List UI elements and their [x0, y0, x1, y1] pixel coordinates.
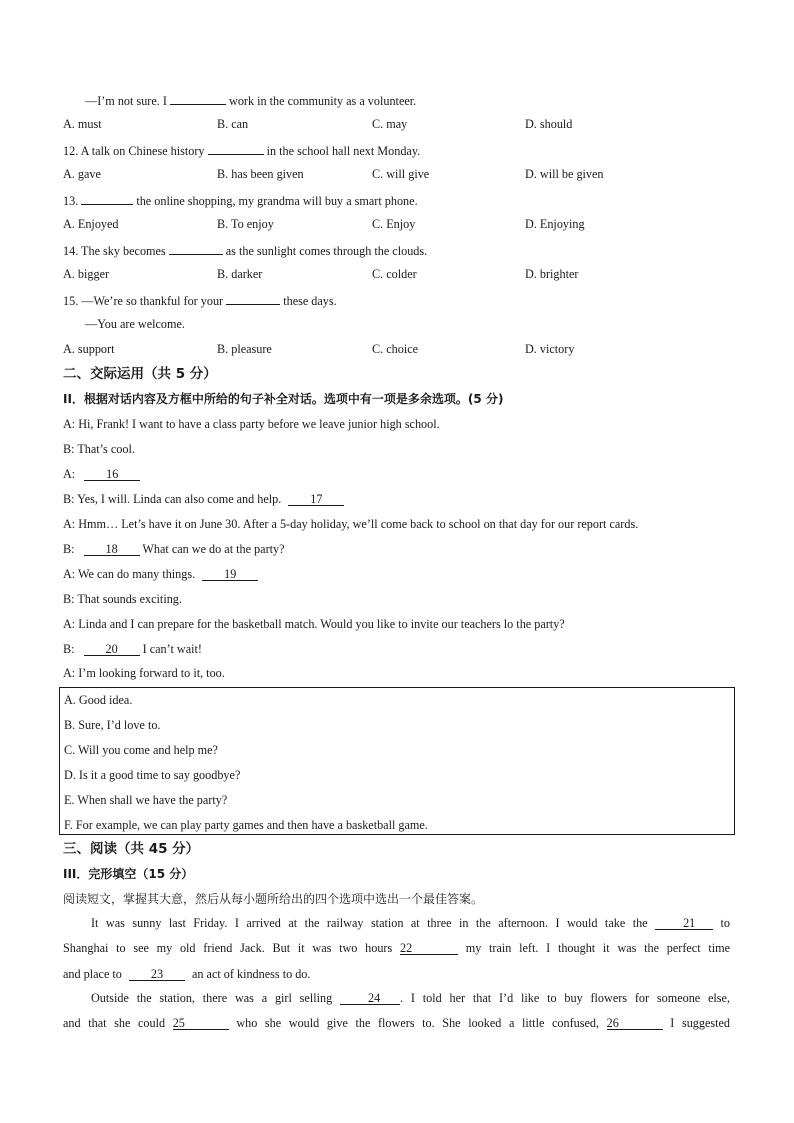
answer-blank[interactable] — [208, 141, 264, 155]
answer-blank-23[interactable]: 23 — [129, 967, 185, 981]
option-b[interactable]: B. To enjoy — [217, 217, 274, 231]
dialogue-line: A: Hmm… Let’s have it on June 30. After a 5-day holiday, we’ll come back to school on that day for our report cards. — [63, 517, 639, 531]
q15-stem: 15. —We’re so thankful for your these days. — [63, 291, 733, 309]
answer-blank-16[interactable]: 16 — [84, 467, 140, 481]
q11-stem: —I’m not sure. I work in the community as a volunteer. — [85, 91, 755, 109]
q15-reply: —You are welcome. — [85, 317, 185, 331]
dialogue-line: A: We can do many things. 19 — [63, 566, 733, 582]
option-b[interactable]: B. can — [217, 117, 249, 131]
option-a[interactable]: A. support — [63, 342, 115, 356]
answer-blank-22[interactable]: 22 — [400, 941, 458, 955]
dialogue-line: B: That sounds exciting. — [63, 592, 182, 606]
passage-line: and that she could 25 who she would give the flowers to. She looked a little confused, 26 I suggested — [63, 1016, 731, 1030]
answer-blank-21[interactable]: 21 — [655, 916, 713, 930]
option-c[interactable]: C. will give — [372, 167, 430, 181]
dialogue-line: A: Linda and I can prepare for the basketball match. Would you like to invite our teachers lo the party? — [63, 617, 565, 631]
answer-blank-25[interactable]: 25 — [173, 1016, 229, 1030]
answer-blank-20[interactable]: 20 — [84, 642, 140, 656]
dialogue-line: B: 20 I can’t wait! — [63, 642, 202, 656]
box-option[interactable]: F. For example, we can play party games and then have a basketball game. — [64, 818, 428, 832]
option-b[interactable]: B. pleasure — [217, 342, 272, 356]
q13-options — [0, 216, 794, 232]
passage-line: It was sunny last Friday. I arrived at the railway station at three in the afternoon. I would take the 21 to — [91, 916, 731, 930]
option-d[interactable]: D. should — [525, 117, 573, 131]
box-option[interactable]: D. Is it a good time to say goodbye? — [64, 768, 241, 782]
passage-line: and place to 23 an act of kindness to do. — [63, 967, 311, 981]
box-option[interactable]: E. When shall we have the party? — [64, 793, 228, 807]
option-a[interactable]: A. Enjoyed — [63, 217, 119, 231]
option-a[interactable]: A. gave — [63, 167, 101, 181]
section-title: 三、阅读（共 45 分） — [63, 841, 200, 857]
option-a[interactable]: A. must — [63, 117, 102, 131]
box-option[interactable]: A. Good idea. — [64, 693, 133, 707]
answer-blank-24[interactable]: 24 — [340, 991, 400, 1005]
q11-options — [0, 116, 794, 132]
section-title: 二、交际运用（共 5 分） — [63, 366, 217, 382]
option-c[interactable]: C. Enjoy — [372, 217, 416, 231]
answer-blank[interactable] — [226, 291, 280, 305]
options-box — [59, 687, 735, 835]
dialogue-line: B: 18 What can we do at the party? — [63, 542, 285, 556]
option-d[interactable]: D. brighter — [525, 267, 579, 281]
answer-blank[interactable] — [170, 91, 226, 105]
answer-blank-17[interactable]: 17 — [288, 492, 344, 506]
option-b[interactable]: B. has been given — [217, 167, 304, 181]
option-a[interactable]: A. bigger — [63, 267, 110, 281]
dialogue-line: A: Hi, Frank! I want to have a class party before we leave junior high school. — [63, 417, 440, 431]
dialogue-line: A: 16 — [63, 466, 733, 482]
answer-blank-26[interactable]: 26 — [607, 1016, 663, 1030]
option-c[interactable]: C. choice — [372, 342, 419, 356]
passage-line: Shanghai to see my old friend Jack. But it was two hours 22 my train left. I thought it was the perfect time — [63, 941, 730, 955]
q15-options — [0, 341, 794, 357]
answer-blank[interactable] — [81, 191, 133, 205]
q14-options — [0, 266, 794, 282]
dialogue-line: A: I’m looking forward to it, too. — [63, 666, 225, 680]
section-instruction: 阅读短文，掌握其大意，然后从每小题所给出的四个选项中选出一个最佳答案。 — [63, 892, 484, 906]
q12-stem: 12. A talk on Chinese history in the school hall next Monday. — [63, 141, 733, 159]
answer-blank-18[interactable]: 18 — [84, 542, 140, 556]
q13-stem: 13. the online shopping, my grandma will buy a smart phone. — [63, 191, 733, 209]
dialogue-line: B: Yes, I will. Linda can also come and help. 17 — [63, 491, 733, 507]
passage-line: Outside the station, there was a girl selling 24 . I told her that I’d like to buy flowers for someone else, — [91, 991, 731, 1005]
option-d[interactable]: D. Enjoying — [525, 217, 585, 231]
section-subtitle: III．完形填空（15 分） — [63, 867, 194, 881]
option-d[interactable]: D. will be given — [525, 167, 604, 181]
section-instruction: II．根据对话内容及方框中所给的句子补全对话。选项中有一项是多余选项。(5 分) — [63, 392, 504, 406]
option-b[interactable]: B. darker — [217, 267, 263, 281]
option-c[interactable]: C. may — [372, 117, 408, 131]
answer-blank-19[interactable]: 19 — [202, 567, 258, 581]
option-d[interactable]: D. victory — [525, 342, 575, 356]
q12-options — [0, 166, 794, 182]
box-option[interactable]: C. Will you come and help me? — [64, 743, 218, 757]
dialogue-line: B: That’s cool. — [63, 442, 135, 456]
answer-blank[interactable] — [169, 241, 223, 255]
box-option[interactable]: B. Sure, I’d love to. — [64, 718, 161, 732]
option-c[interactable]: C. colder — [372, 267, 417, 281]
q14-stem: 14. The sky becomes as the sunlight comes through the clouds. — [63, 241, 733, 259]
